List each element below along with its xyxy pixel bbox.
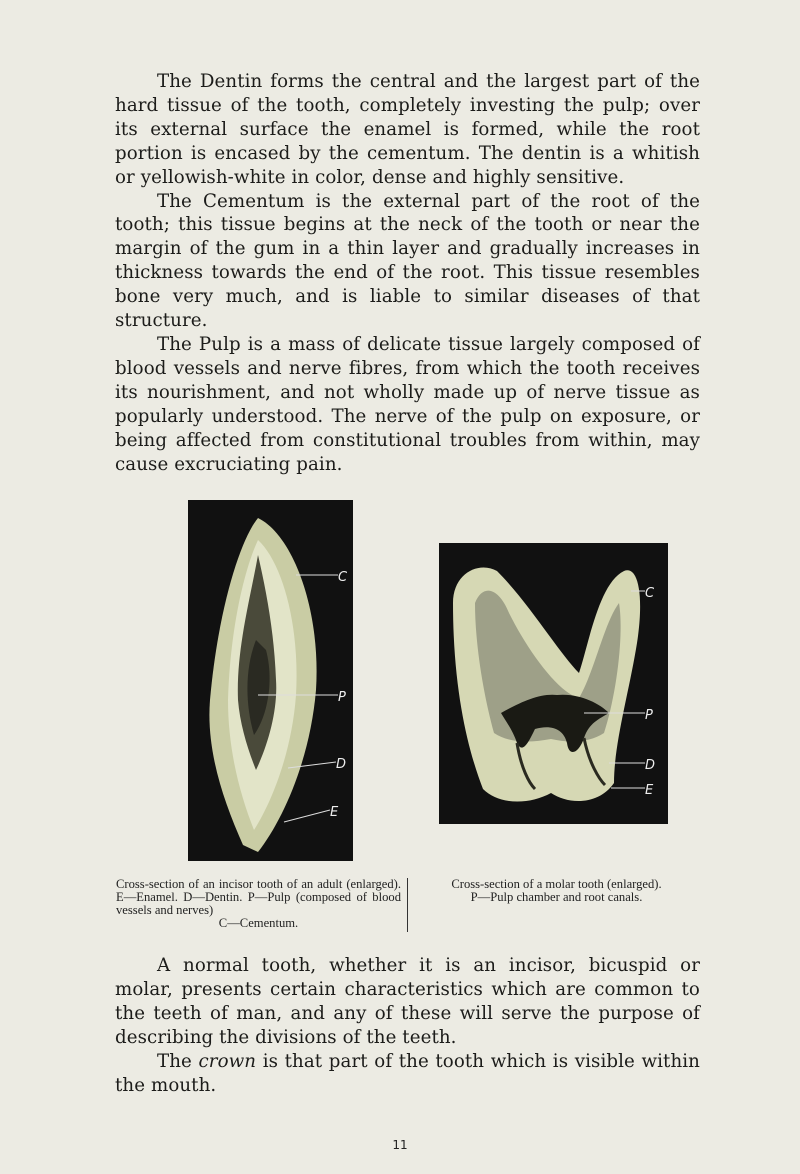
- paragraph-cementum: The Cementum is the external part of the root of the tooth; this tissue begins at the neck of the tooth or near the margin of the gum in a thin layer and gradually increases in thickness towards the end of the root. This tissue resembles bone very much, and is liable to similar diseases of that structure.: [115, 190, 700, 332]
- incisor-label-p: P: [338, 690, 346, 705]
- molar-label-e: E: [645, 783, 654, 798]
- crown-suffix: is that part of the tooth which is visible within the mouth.: [115, 1050, 701, 1096]
- bottom-text-block: [115, 954, 700, 1097]
- molar-label-p: P: [645, 708, 653, 723]
- paragraph-pulp: The Pulp is a mass of delicate tissue largely composed of blood vessels and nerve fibres, from which the tooth receives its nourishment, and not wholly made up of nerve tissue as popularly understood. The nerve of the pulp on exposure, or being affected from constitutional troubles from within, may cause excruciating pain.: [115, 333, 700, 475]
- incisor-label-d: D: [336, 757, 347, 772]
- crown-prefix: The: [157, 1050, 199, 1072]
- caption-divider: [407, 878, 408, 932]
- incisor-caption-main: Cross-section of an incisor tooth of an adult (enlarged). E—Enamel. D—Dentin. P—Pulp (composed of blood vessels and nerves): [116, 877, 401, 917]
- paragraph-normal-tooth: A normal tooth, whether it is an incisor, bicuspid or molar, presents certain characteristics which are common to the teeth of man, and any of these will serve the purpose of describing the divisions of the teeth.: [115, 955, 700, 1048]
- paragraph-crown: [115, 1050, 700, 1098]
- incisor-label-c: C: [338, 570, 348, 585]
- paragraph-dentin: The Dentin forms the central and the largest part of the hard tissue of the tooth, completely investing the pulp; over its external surface the enamel is formed, while the root portion is encased by the cementum. The dentin is a whitish or yellowish-white in color, dense and highly sensitive.: [115, 71, 700, 188]
- incisor-cross-section-figure: [188, 500, 353, 861]
- molar-label-d: D: [645, 758, 656, 773]
- molar-caption-line2: P—Pulp chamber and root canals.: [470, 890, 643, 904]
- molar-label-c: C: [645, 586, 655, 601]
- molar-cross-section-figure: [439, 543, 668, 824]
- page-number: 11: [392, 1138, 408, 1152]
- molar-caption: [414, 878, 699, 904]
- molar-caption-line1: Cross-section of a molar tooth (enlarged).: [451, 877, 662, 891]
- top-text-block: [115, 70, 700, 476]
- incisor-label-e: E: [330, 805, 339, 820]
- incisor-caption: [116, 878, 401, 930]
- crown-term: crown: [198, 1050, 257, 1072]
- incisor-caption-last: C—Cementum.: [218, 916, 299, 930]
